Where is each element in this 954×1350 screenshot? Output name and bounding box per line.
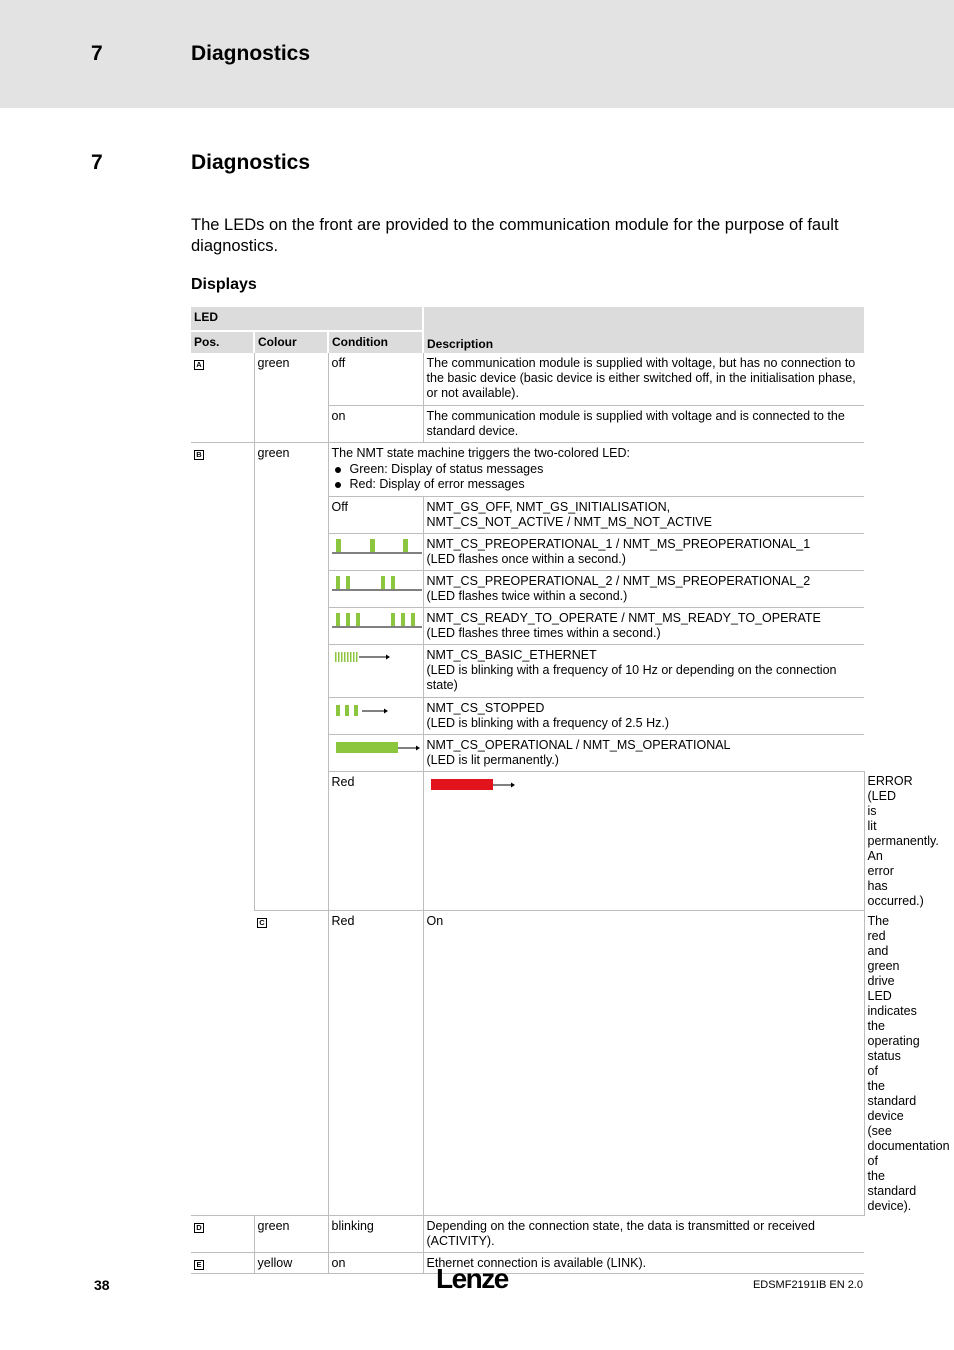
intro-paragraph: The LEDs on the front are provided to the communication module for the purpose of fault diagnostics. (191, 216, 839, 255)
header-band (0, 0, 954, 108)
state-name: NMT_CS_OPERATIONAL / NMT_MS_OPERATIONAL (426, 737, 731, 752)
colour-cell: Red (328, 771, 423, 911)
colour-cell: green (254, 353, 328, 442)
table-header-row-1 (191, 307, 864, 331)
state-note: (LED flashes three times within a second.) (426, 625, 661, 640)
condition-cell (328, 644, 423, 697)
list-item: Green: Display of status messages (332, 462, 862, 477)
condition-cell (328, 734, 423, 771)
flash-three-times-signal-icon (332, 612, 422, 628)
state-note: (LED is blinking with a frequency of 2.5 Hz.) (426, 715, 669, 730)
document-id: EDSMF2191IB EN 2.0 (752, 1279, 863, 1291)
colour-cell: yellow (254, 1253, 328, 1274)
state-name: NMT_GS_OFF, NMT_GS_INITIALISATION, (426, 499, 671, 514)
list-item: Red: Display of error messages (332, 477, 862, 492)
pos-header: Pos. (191, 331, 254, 353)
colour-cell: green (254, 1216, 328, 1253)
nmt-intro-cell (328, 442, 864, 496)
description-cell: Depending on the connection state, the data is transmitted or received (ACTIVITY). (423, 1216, 864, 1253)
description-cell: The communication module is supplied with voltage, but has no connection to the basic device (basic device is either switched off, in the initialisation phase, or not available). (423, 353, 864, 405)
description-header: Description (423, 307, 864, 353)
table-row (191, 1216, 864, 1253)
table-row: C Red On The red and green drive LED indicates the operating status of the standard device (see documentation of the standard device). (191, 911, 864, 1216)
state-name: NMT_CS_PREOPERATIONAL_2 / NMT_MS_PREOPERATIONAL_2 (426, 573, 811, 588)
colour-cell: Red (328, 911, 423, 1216)
chapter-title: Diagnostics (191, 42, 311, 65)
condition-cell: on (328, 405, 423, 442)
blink-10hz-signal-icon (332, 649, 422, 665)
condition-cell: off (328, 353, 423, 405)
description-cell (423, 607, 864, 644)
pos-cell (254, 911, 328, 1216)
position-label: D (194, 1223, 204, 1233)
description-cell (423, 533, 864, 570)
flash-once-signal-icon (332, 538, 422, 554)
position-label: C (257, 918, 267, 928)
description-cell (423, 734, 864, 771)
condition-cell: Off (328, 496, 423, 533)
table-row: Red ERROR (LED is lit permanently. An error has occurred.) (191, 771, 864, 911)
condition-cell: on (328, 1253, 423, 1274)
led-header: LED (191, 307, 423, 331)
condition-header: Condition (328, 331, 423, 353)
pos-cell (191, 442, 254, 1216)
state-note: (LED flashes twice within a second.) (426, 588, 628, 603)
state-name: NMT_CS_STOPPED (426, 700, 545, 715)
state-name: NMT_CS_NOT_ACTIVE / NMT_MS_NOT_ACTIVE (426, 514, 712, 529)
nmt-intro-text: The NMT state machine triggers the two-colored LED: (331, 445, 631, 460)
led-table (191, 307, 950, 1274)
state-name: NMT_CS_PREOPERATIONAL_1 / NMT_MS_PREOPERATIONAL_1 (426, 536, 811, 551)
state-note: (LED is lit permanently.) (426, 752, 559, 767)
condition-cell (423, 771, 864, 911)
description-cell (423, 644, 864, 697)
state-note: (LED flashes once within a second.) (426, 551, 626, 566)
permanent-red-signal-icon (427, 776, 517, 792)
permanent-green-signal-icon (332, 739, 422, 755)
description-cell: Ethernet connection is available (LINK). (423, 1253, 864, 1274)
chapter-number: 7 (91, 42, 103, 65)
colour-cell: green (254, 442, 328, 911)
condition-cell: blinking (328, 1216, 423, 1253)
lenze-logo (436, 1263, 508, 1295)
position-label: E (194, 1260, 204, 1270)
description-cell (423, 697, 864, 734)
displays-heading: Displays (191, 276, 257, 293)
condition-cell (328, 570, 423, 607)
page-number: 38 (94, 1277, 110, 1293)
pos-cell (191, 353, 254, 442)
condition-cell (328, 533, 423, 570)
position-label: B (194, 450, 204, 460)
colour-header: Colour (254, 331, 328, 353)
section-title: Diagnostics (191, 151, 311, 174)
section-number: 7 (91, 151, 103, 174)
flash-twice-signal-icon (332, 575, 422, 591)
condition-cell: On (423, 911, 864, 1216)
description-cell (423, 496, 864, 533)
state-name: NMT_CS_READY_TO_OPERATE / NMT_MS_READY_TO_OPERATE (426, 610, 821, 625)
blink-2-5hz-signal-icon (332, 702, 422, 718)
table-row (191, 442, 864, 496)
table-row (191, 1253, 864, 1274)
position-label: A (194, 360, 204, 370)
state-note: (LED is blinking with a frequency of 10 Hz or depending on the connection state) (426, 662, 837, 692)
nmt-bullet-list (332, 462, 862, 492)
pos-cell (191, 1253, 254, 1274)
logo-text: Lenze (436, 1263, 508, 1294)
description-cell (423, 570, 864, 607)
pos-cell (191, 1216, 254, 1253)
condition-cell (328, 697, 423, 734)
description-cell: The communication module is supplied with voltage and is connected to the standard device. (423, 405, 864, 442)
condition-cell (328, 607, 423, 644)
state-name: NMT_CS_BASIC_ETHERNET (426, 647, 597, 662)
table-row (191, 353, 864, 405)
